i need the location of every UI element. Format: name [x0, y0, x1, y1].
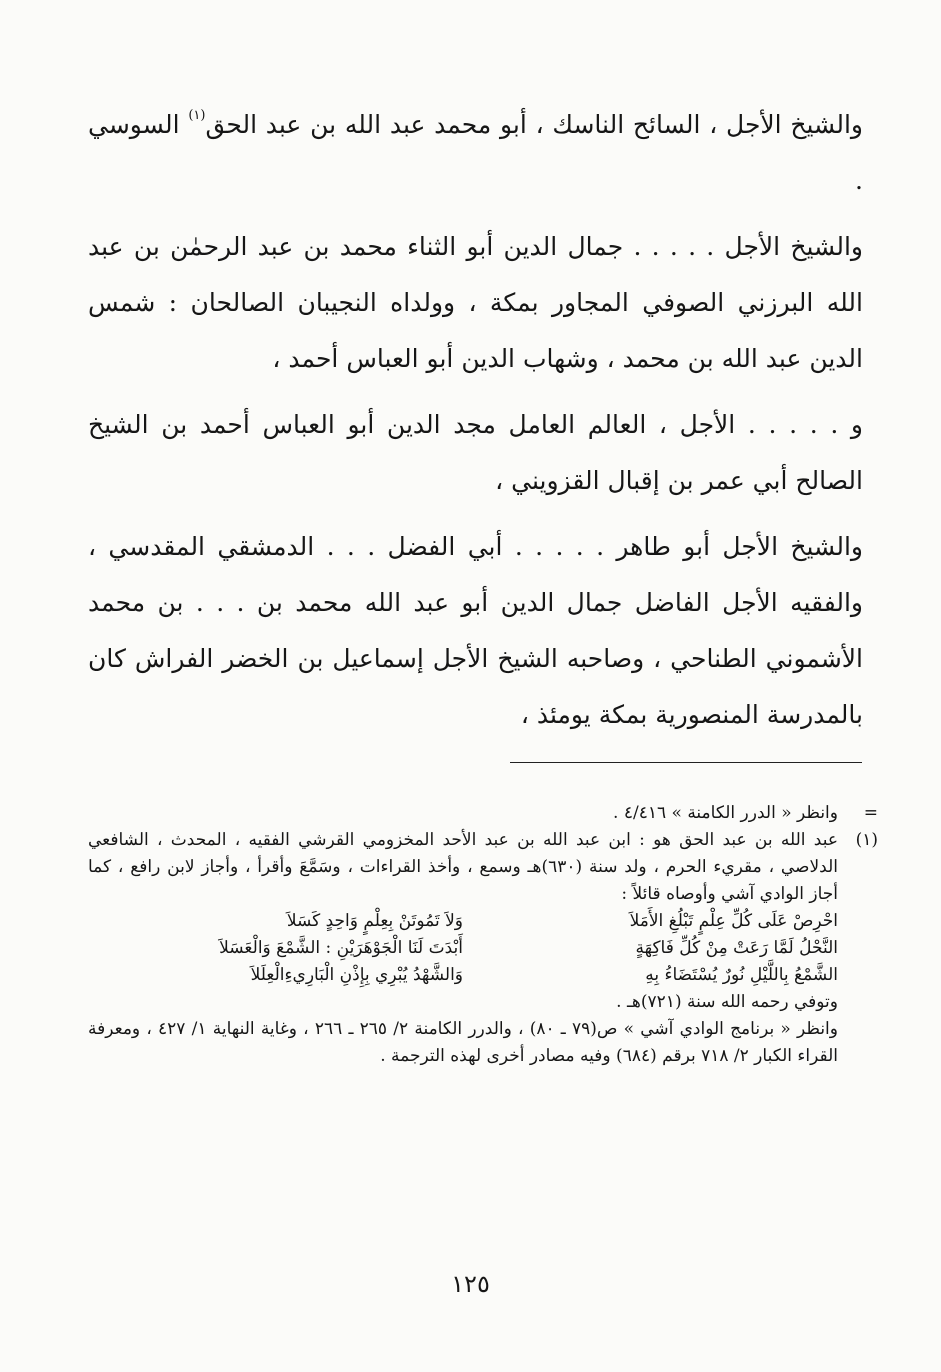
paragraph-4: والشيخ الأجل أبو طاهر . . . . . أبي الفضل . . . الدمشقي المقدسي ، والفقيه الأجل الفاضل جمال الدين أبو عبد الله محمد بن . . . بن محمد الأشموني الطناحي ، وصاحبه الشيخ الأجل إسماعيل بن الخضر الفراش كان بالمدرسة المنصورية بمكة يومئذ ،: [88, 532, 863, 729]
continuation-mark: =: [863, 803, 878, 823]
poem-verse: [88, 962, 838, 989]
footnote-separator: [510, 762, 862, 763]
verse-first-half: الشَّمْعُ بِاللَّيْلِ نُورٌ يُسْتَضَاءُ بِهِ: [645, 965, 838, 985]
paragraph-2: والشيخ الأجل . . . . . جمال الدين أبو الثناء محمد بن عبد الرحمٰن بن عبد الله البرزني الصوفي المجاور بمكة ، وولداه النجيبان الصالحان : شمس الدين عبد الله بن محمد ، وشهاب الدين أبو العباس أحمد ،: [88, 232, 863, 373]
paragraph-1-tail: السوسي .: [88, 110, 863, 195]
verse-first-half: احْرِصْ عَلَى كُلِّ عِلْمٍ تَبْلُغِ الأَمَلاَ: [629, 911, 838, 931]
footnote-1-death: [88, 989, 878, 1016]
continuation-text: وانظر « الدرر الكامنة » ٤/٤١٦ .: [613, 803, 838, 823]
footnotes: [88, 800, 878, 1070]
verse-second-half: أَبْدَتَ لَنَا الْجَوْهَرَيْنِ : الشَّمْعَ وَالْعَسَلاَ: [219, 938, 463, 958]
footnote-1-refs: [88, 1016, 878, 1070]
poem: [88, 908, 878, 989]
death-note: وتوفي رحمه الله سنة (٧٢١)هـ .: [616, 992, 838, 1012]
paragraph-3: و . . . . . الأجل ، العالم العامل مجد الدين أبو العباس أحمد بن الشيخ الصالح أبي عمر بن إقبال القزويني ،: [88, 410, 863, 495]
paragraph-1: [88, 88, 863, 209]
footnote-1: [88, 827, 878, 908]
main-text: [88, 88, 863, 747]
references-note: وانظر « برنامج الوادي آشي » ص(٧٩ ـ ٨٠) ، والدرر الكامنة ٢/ ٢٦٥ ـ ٢٦٦ ، وغاية النهاية ١/ ٤٢٧ ، ومعرفة القراء الكبار ٢/ ٧١٨ برقم (٦٨٤) وفيه مصادر أخرى لهذه الترجمة .: [88, 1019, 838, 1066]
paragraph-1-text: والشيخ الأجل ، السائح الناسك ، أبو محمد عبد الله بن عبد الحق: [205, 110, 863, 139]
footnote-1-mark: (١): [855, 830, 878, 850]
footnote-ref-1[interactable]: (١): [188, 108, 206, 123]
footnote-continuation: [88, 800, 878, 827]
footnote-1-text: عبد الله بن عبد الحق هو : ابن عبد الله بن عبد الأحد المخزومي القرشي الفقيه ، المحدث ، الشافعي الدلاصي ، مقريء الحرم ، ولد سنة (٦٣٠)هـ وسمع ، وأخذ القراءات ، وسَمَّعَ وأقرأ ، وأجاز لابن رافع ، كما أجاز الوادي آشي وأوصاه قائلاً :: [88, 830, 838, 904]
verse-first-half: النَّحْلُ لَمَّا رَعَتْ مِنْ كُلِّ فَاكِهَةٍ: [635, 938, 838, 958]
page-number: ١٢٥: [451, 1270, 490, 1298]
poem-verse: [88, 908, 838, 935]
poem-verse: [88, 935, 838, 962]
verse-second-half: وَالشَّهْدُ يُبْرِي بِإِذْنِ الْبَارِيءِالْعِلَلاَ: [250, 965, 463, 985]
verse-second-half: وَلاَ تَمُوتَنْ بِعِلْمٍ وَاحِدٍ كَسَلاَ: [286, 911, 463, 931]
